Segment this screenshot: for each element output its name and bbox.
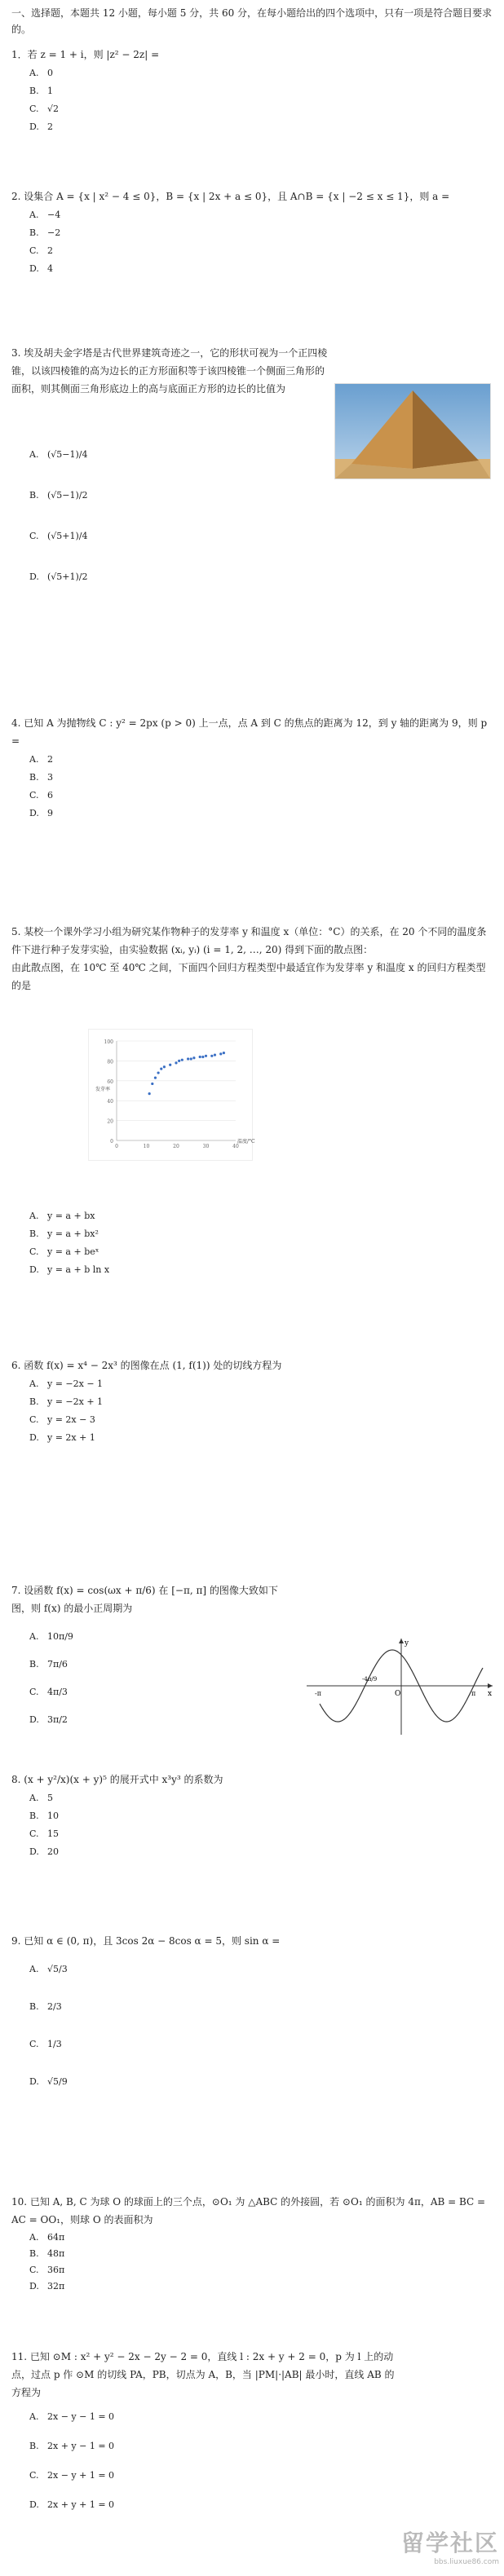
pyramid-illustration	[335, 384, 490, 479]
option-d[interactable]: D. 4	[29, 262, 53, 274]
cosine-graph	[303, 1635, 496, 1736]
scatter-point	[160, 1068, 162, 1070]
option-b[interactable]: B. 1	[29, 85, 53, 96]
scatter-chart	[88, 1029, 253, 1161]
x-tick-label: 10	[143, 1144, 150, 1149]
question-5	[11, 923, 493, 995]
option-a[interactable]: A. 2x − y − 1 = 0	[29, 2411, 115, 2422]
options	[11, 1950, 493, 2100]
scatter-point	[169, 1064, 171, 1066]
option-c[interactable]: C. 2x − y + 1 = 0	[29, 2469, 115, 2481]
x-axis-label: x	[488, 1690, 493, 1698]
question-stem: 3. 埃及胡夫金字塔是古代世界建筑奇迹之一，它的形状可视为一个正四棱锥，以该四棱锥的高为边长的正方形面积等于该四棱锥一个侧面三角形的面积，则其侧面三角形底边上的高与底面正方形的边长的比值为	[11, 347, 328, 395]
question-stem: 9. 已知 α ∈ (0, π)，且 3cos 2α − 8cos α = 5，则 sin α =	[11, 1935, 281, 1947]
question-stem: 2. 设集合 A = {x | x² − 4 ≤ 0}，B = {x | 2x + a ≤ 0}，且 A∩B = {x | −2 ≤ x ≤ 1}，则 a =	[11, 191, 450, 202]
option-c[interactable]: C. 15	[29, 1828, 59, 1839]
scatter-plot	[89, 1030, 255, 1160]
option-b[interactable]: B. (√5−1)/2	[29, 489, 88, 501]
scatter-point	[181, 1059, 183, 1061]
question-7	[11, 1581, 297, 1617]
x-tick-label: 0	[115, 1144, 118, 1149]
question-stem: 5. 某校一个课外学习小组为研究某作物种子的发芽率 y 和温度 x（单位：°C）的关系，在 20 个不同的温度条件下进行种子发芽实验，由实验数据 (xᵢ, yᵢ) (i = 1, 2, …, 20) 得到下面的散点图：	[11, 926, 487, 955]
x-tick-label: 20	[173, 1144, 179, 1149]
pyramid-image	[334, 383, 491, 479]
option-d[interactable]: D. 32π	[29, 2280, 65, 2291]
option-d[interactable]: D. 9	[29, 807, 53, 818]
question-stem: 6. 函数 f(x) = x⁴ − 2x³ 的图像在点 (1, f(1)) 处的切线方程为	[11, 1360, 282, 1371]
option-d[interactable]: D. (√5+1)/2	[29, 571, 88, 582]
question-stem: 7. 设函数 f(x) = cos(ωx + π/6) 在 [−π, π] 的图像大致如下图，则 f(x) 的最小正周期为	[11, 1585, 278, 1614]
question-11	[11, 2348, 395, 2519]
question-stem: 10. 已知 A, B, C 为球 O 的球面上的三个点，⊙O₁ 为 △ABC 的外接圆，若 ⊙O₁ 的面积为 4π，AB = BC = AC = OO₁，则球 O 的表面积为	[11, 2196, 486, 2225]
scatter-point	[157, 1071, 160, 1074]
options	[11, 205, 493, 277]
question-1	[11, 46, 493, 135]
option-b[interactable]: B. 48π	[29, 2247, 65, 2259]
y-tick-label: 20	[107, 1118, 113, 1125]
option-c[interactable]: C. 1/3	[29, 2038, 62, 2049]
question-stem: 4. 已知 A 为抛物线 C : y² = 2px (p > 0) 上一点，点 A 到 C 的焦点的距离为 12，到 y 轴的距离为 9，则 p =	[11, 717, 488, 747]
question-10	[11, 2193, 493, 2294]
option-a[interactable]: A. 2	[29, 753, 53, 765]
scatter-point	[148, 1092, 151, 1095]
scatter-point	[210, 1055, 213, 1057]
question-stem: 8. (x + y²/x)(x + y)⁵ 的展开式中 x³y³ 的系数为	[11, 1774, 223, 1785]
option-d[interactable]: D. √5/9	[29, 2075, 68, 2087]
options	[11, 64, 493, 135]
scatter-point	[199, 1056, 201, 1058]
option-d[interactable]: D. y = 2x + 1	[29, 1431, 95, 1443]
question-6	[11, 1356, 493, 1446]
option-c[interactable]: C. 2	[29, 245, 53, 256]
option-b[interactable]: B. 2x + y − 1 = 0	[29, 2440, 115, 2451]
options	[11, 2229, 493, 2294]
scatter-point	[205, 1055, 207, 1057]
question-7-options	[11, 1622, 289, 1733]
y-tick-label: 40	[107, 1099, 113, 1105]
watermark-url: bbs.liuxue86.com	[434, 2558, 499, 2566]
option-c[interactable]: C. y = a + beˣ	[29, 1246, 99, 1257]
neg-pi-label: -π	[315, 1690, 321, 1697]
option-a[interactable]: A. −4	[29, 209, 61, 220]
question-8	[11, 1771, 493, 1860]
question-3	[11, 344, 331, 398]
option-d[interactable]: D. y = a + b ln x	[29, 1264, 110, 1275]
scatter-point	[201, 1056, 204, 1058]
question-2	[11, 187, 493, 277]
option-b[interactable]: B. y = −2x + 1	[29, 1396, 104, 1407]
y-tick-label: 0	[110, 1139, 113, 1145]
option-b[interactable]: B. 2/3	[29, 2000, 62, 2012]
option-a[interactable]: A. √5/3	[29, 1963, 68, 1974]
scatter-point	[223, 1052, 225, 1054]
option-c[interactable]: C. 6	[29, 789, 53, 801]
scatter-point	[219, 1052, 222, 1055]
scatter-point	[175, 1061, 177, 1064]
scatter-point	[178, 1060, 180, 1062]
option-a[interactable]: A. 5	[29, 1792, 53, 1803]
options	[11, 750, 493, 822]
y-tick-label: 80	[107, 1059, 113, 1065]
option-d[interactable]: D. 3π/2	[29, 1714, 68, 1725]
option-c[interactable]: C. 36π	[29, 2264, 65, 2275]
option-a[interactable]: A. 0	[29, 67, 53, 78]
x-tick-label: 30	[202, 1144, 210, 1149]
options	[11, 2402, 395, 2519]
option-b[interactable]: B. 10	[29, 1810, 59, 1821]
y-tick-label: 60	[107, 1078, 113, 1085]
option-b[interactable]: B. 3	[29, 771, 53, 783]
option-a[interactable]: A. y = −2x − 1	[29, 1378, 104, 1389]
options	[11, 1374, 493, 1446]
option-a[interactable]: A. (√5−1)/4	[29, 448, 88, 460]
question-4	[11, 714, 493, 822]
options	[11, 1789, 493, 1860]
question-5-options	[11, 1206, 493, 1278]
site-watermark	[393, 2525, 499, 2571]
option-c[interactable]: C. 4π/3	[29, 1686, 68, 1697]
scatter-point	[214, 1053, 216, 1056]
origin-label: O	[395, 1690, 401, 1698]
option-c[interactable]: C. (√5+1)/4	[29, 530, 88, 541]
x-axis-label: 温度/°C	[237, 1139, 255, 1145]
option-b[interactable]: B. y = a + bx²	[29, 1228, 99, 1239]
option-a[interactable]: A. y = a + bx	[29, 1210, 95, 1221]
x0-label: -4π/9	[362, 1676, 378, 1683]
section-intro: 一、选择题，本题共 12 小题，每小题 5 分，共 60 分，在每小题给出的四个选项中，只有一项是符合题目要求的。	[11, 7, 493, 35]
question-stem: 11. 已知 ⊙M : x² + y² − 2x − 2y − 2 = 0，直线 l : 2x + y + 2 = 0，p 为 l 上的动点，过点 p 作 ⊙M 的切线 PA，PB，切点为 A，B，当 |PM|·|AB| 最小时，直线 AB 的方程为	[11, 2351, 395, 2398]
option-d[interactable]: D. 2	[29, 121, 53, 132]
cosine-plot	[303, 1635, 496, 1736]
option-b[interactable]: B. −2	[29, 227, 61, 238]
scatter-point	[154, 1077, 157, 1079]
option-d[interactable]: D. 20	[29, 1846, 59, 1857]
option-d[interactable]: D. 2x + y + 1 = 0	[29, 2499, 115, 2510]
scatter-point	[151, 1083, 153, 1085]
y-axis-label: 发芽率	[95, 1087, 111, 1092]
option-c[interactable]: C. y = 2x − 3	[29, 1414, 95, 1425]
scatter-point	[163, 1065, 166, 1068]
question-stem: 1．若 z = 1 + i，则 |z² − 2z| =	[11, 49, 160, 60]
scatter-point	[187, 1057, 189, 1060]
pi-label: π	[471, 1690, 476, 1697]
option-c[interactable]: C. √2	[29, 103, 60, 114]
option-a[interactable]: A. 64π	[29, 2231, 65, 2243]
option-a[interactable]: A. 10π/9	[29, 1630, 73, 1642]
scatter-point	[192, 1056, 195, 1059]
option-b[interactable]: B. 7π/6	[29, 1658, 68, 1670]
scatter-point	[190, 1057, 192, 1060]
question-stem-2: 由此散点图，在 10℃ 至 40℃ 之间，下面四个回归方程类型中最适宜作为发芽率 y 和温度 x 的回归方程类型的是	[11, 962, 486, 991]
y-tick-label: 100	[104, 1039, 113, 1045]
y-axis-label: y	[405, 1639, 409, 1647]
x-tick-label: 40	[232, 1144, 239, 1149]
question-9	[11, 1932, 493, 2100]
watermark-text: 留学社区	[400, 2530, 499, 2556]
